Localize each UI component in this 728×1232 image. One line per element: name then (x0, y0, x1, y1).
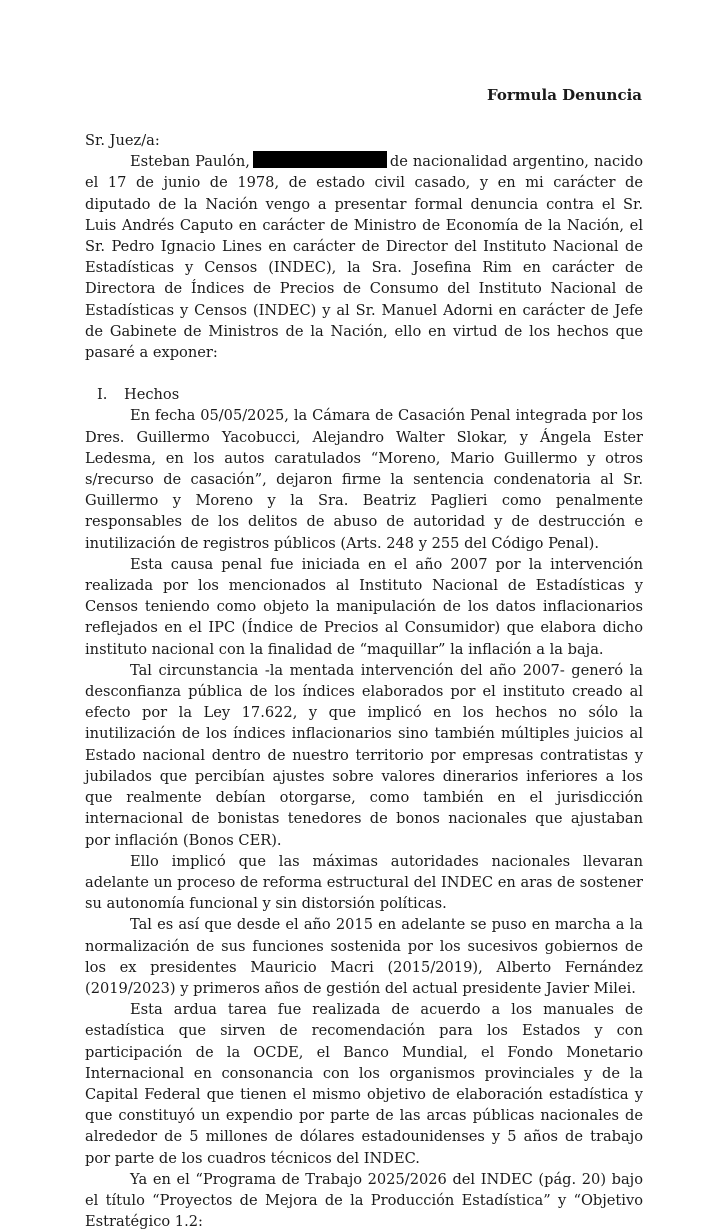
intro-paragraph (85, 151, 643, 363)
document-title: Formula Denuncia (487, 86, 642, 104)
redaction-bar (253, 151, 387, 168)
section-number: I. (97, 386, 108, 404)
paragraph-3: Tal circunstancia -la mentada intervención del año 2007- generó la desconfianza pública de los índices elaborados por el instituto creado al efecto por la Ley 17.622, y que implicó en los hechos no sólo la inutilización de los índices inflacionarios sino también múltiples juicios al Estado nacional dentro de nuestro territorio por empresas contratistas y jubilados que percibían ajustes sobre valores dinerarios inferiores a los que realmente debían otorgarse, como también en el jurisdicción internacional de bonistas tenedores de bonos nacionales que ajustaban por inflación (Bonos CER). (85, 661, 643, 849)
section-title: Hechos (124, 386, 180, 404)
paragraph-2: Esta causa penal fue iniciada en el año 2007 por la intervención realizada por los mencionados al Instituto Nacional de Estadísticas y Censos teniendo como objeto la manipulación de los datos inflacionarios reflejados en el IPC (Índice de Precios al Consumidor) que elabora dicho instituto nacional con la finalidad de “maquillar” la inflación a la baja. (85, 555, 643, 658)
paragraph-4: Ello implicó que las máximas autoridades nacionales llevaran adelante un proceso de reforma estructural del INDEC en aras de sostener su autonomía funcional y sin distorsión políticas. (85, 852, 643, 913)
salutation: Sr. Juez/a: (85, 132, 160, 149)
paragraph-6: Esta ardua tarea fue realizada de acuerdo a los manuales de estadística que sirven de recomendación para los Estados y con participación de la OCDE, el Banco Mundial, el Fondo Monetario Internacional en consonancia con los organismos provinciales y de la Capital Federal que tienen el mismo objetivo de elaboración estadística y que constituyó un expendio por parte de las arcas públicas nacionales de alrededor de 5 millones de dólares estadounidenses y 5 años de trabajo por parte de los cuadros técnicos del INDEC. (85, 1001, 643, 1167)
paragraph-5: Tal es así que desde el año 2015 en adelante se puso en marcha a la normalización de sus funciones sostenida por los sucesivos gobiernos de los ex presidentes Mauricio Macri (2015/2019), Alberto Fernández (2019/2023) y primeros años de gestión del actual presidente Javier Milei. (85, 916, 643, 997)
section-heading (85, 384, 643, 405)
document-body (85, 130, 643, 1232)
intro-name: Esteban Paulón, (130, 153, 250, 171)
paragraph-1: En fecha 05/05/2025, la Cámara de Casación Penal integrada por los Dres. Guillermo Yacobucci, Alejandro Walter Slokar, y Ángela Ester Ledesma, en los autos caratulados “Moreno, Mario Guillermo y otros s/recurso de casación”, dejaron firme la sentencia condenatoria al Sr. Guillermo y Moreno y la Sra. Beatriz Paglieri como penalmente responsables de los delitos de abuso de autoridad y de destrucción e inutilización de registros públicos (Arts. 248 y 255 del Código Penal). (85, 407, 643, 552)
paragraph-7: Ya en el “Programa de Trabajo 2025/2026 del INDEC (pág. 20) bajo el título “Proyectos de Mejora de la Producción Estadística” y “Objetivo Estratégico 1.2: (85, 1170, 643, 1231)
spacer (85, 363, 643, 384)
intro-text: de nacionalidad argentino, nacido el 17 de junio de 1978, de estado civil casado, y en mi carácter de diputado de la Nación vengo a presentar formal denuncia contra el Sr. Luis Andrés Caputo en carácter de Ministro de Economía de la Nación, el Sr. Pedro Ignacio Lines en carácter de Director del Instituto Nacional de Estadísticas y Censos (INDEC), la Sra. Josefina Rim en carácter de Directora de Índices de Precios de Consumo del Instituto Nacional de Estadísticas y Censos (INDEC) y al Sr. Manuel Adorni en carácter de Jefe de Gabinete de Ministros de la Nación, ello en virtud de los hechos que pasaré a exponer: (85, 153, 644, 362)
